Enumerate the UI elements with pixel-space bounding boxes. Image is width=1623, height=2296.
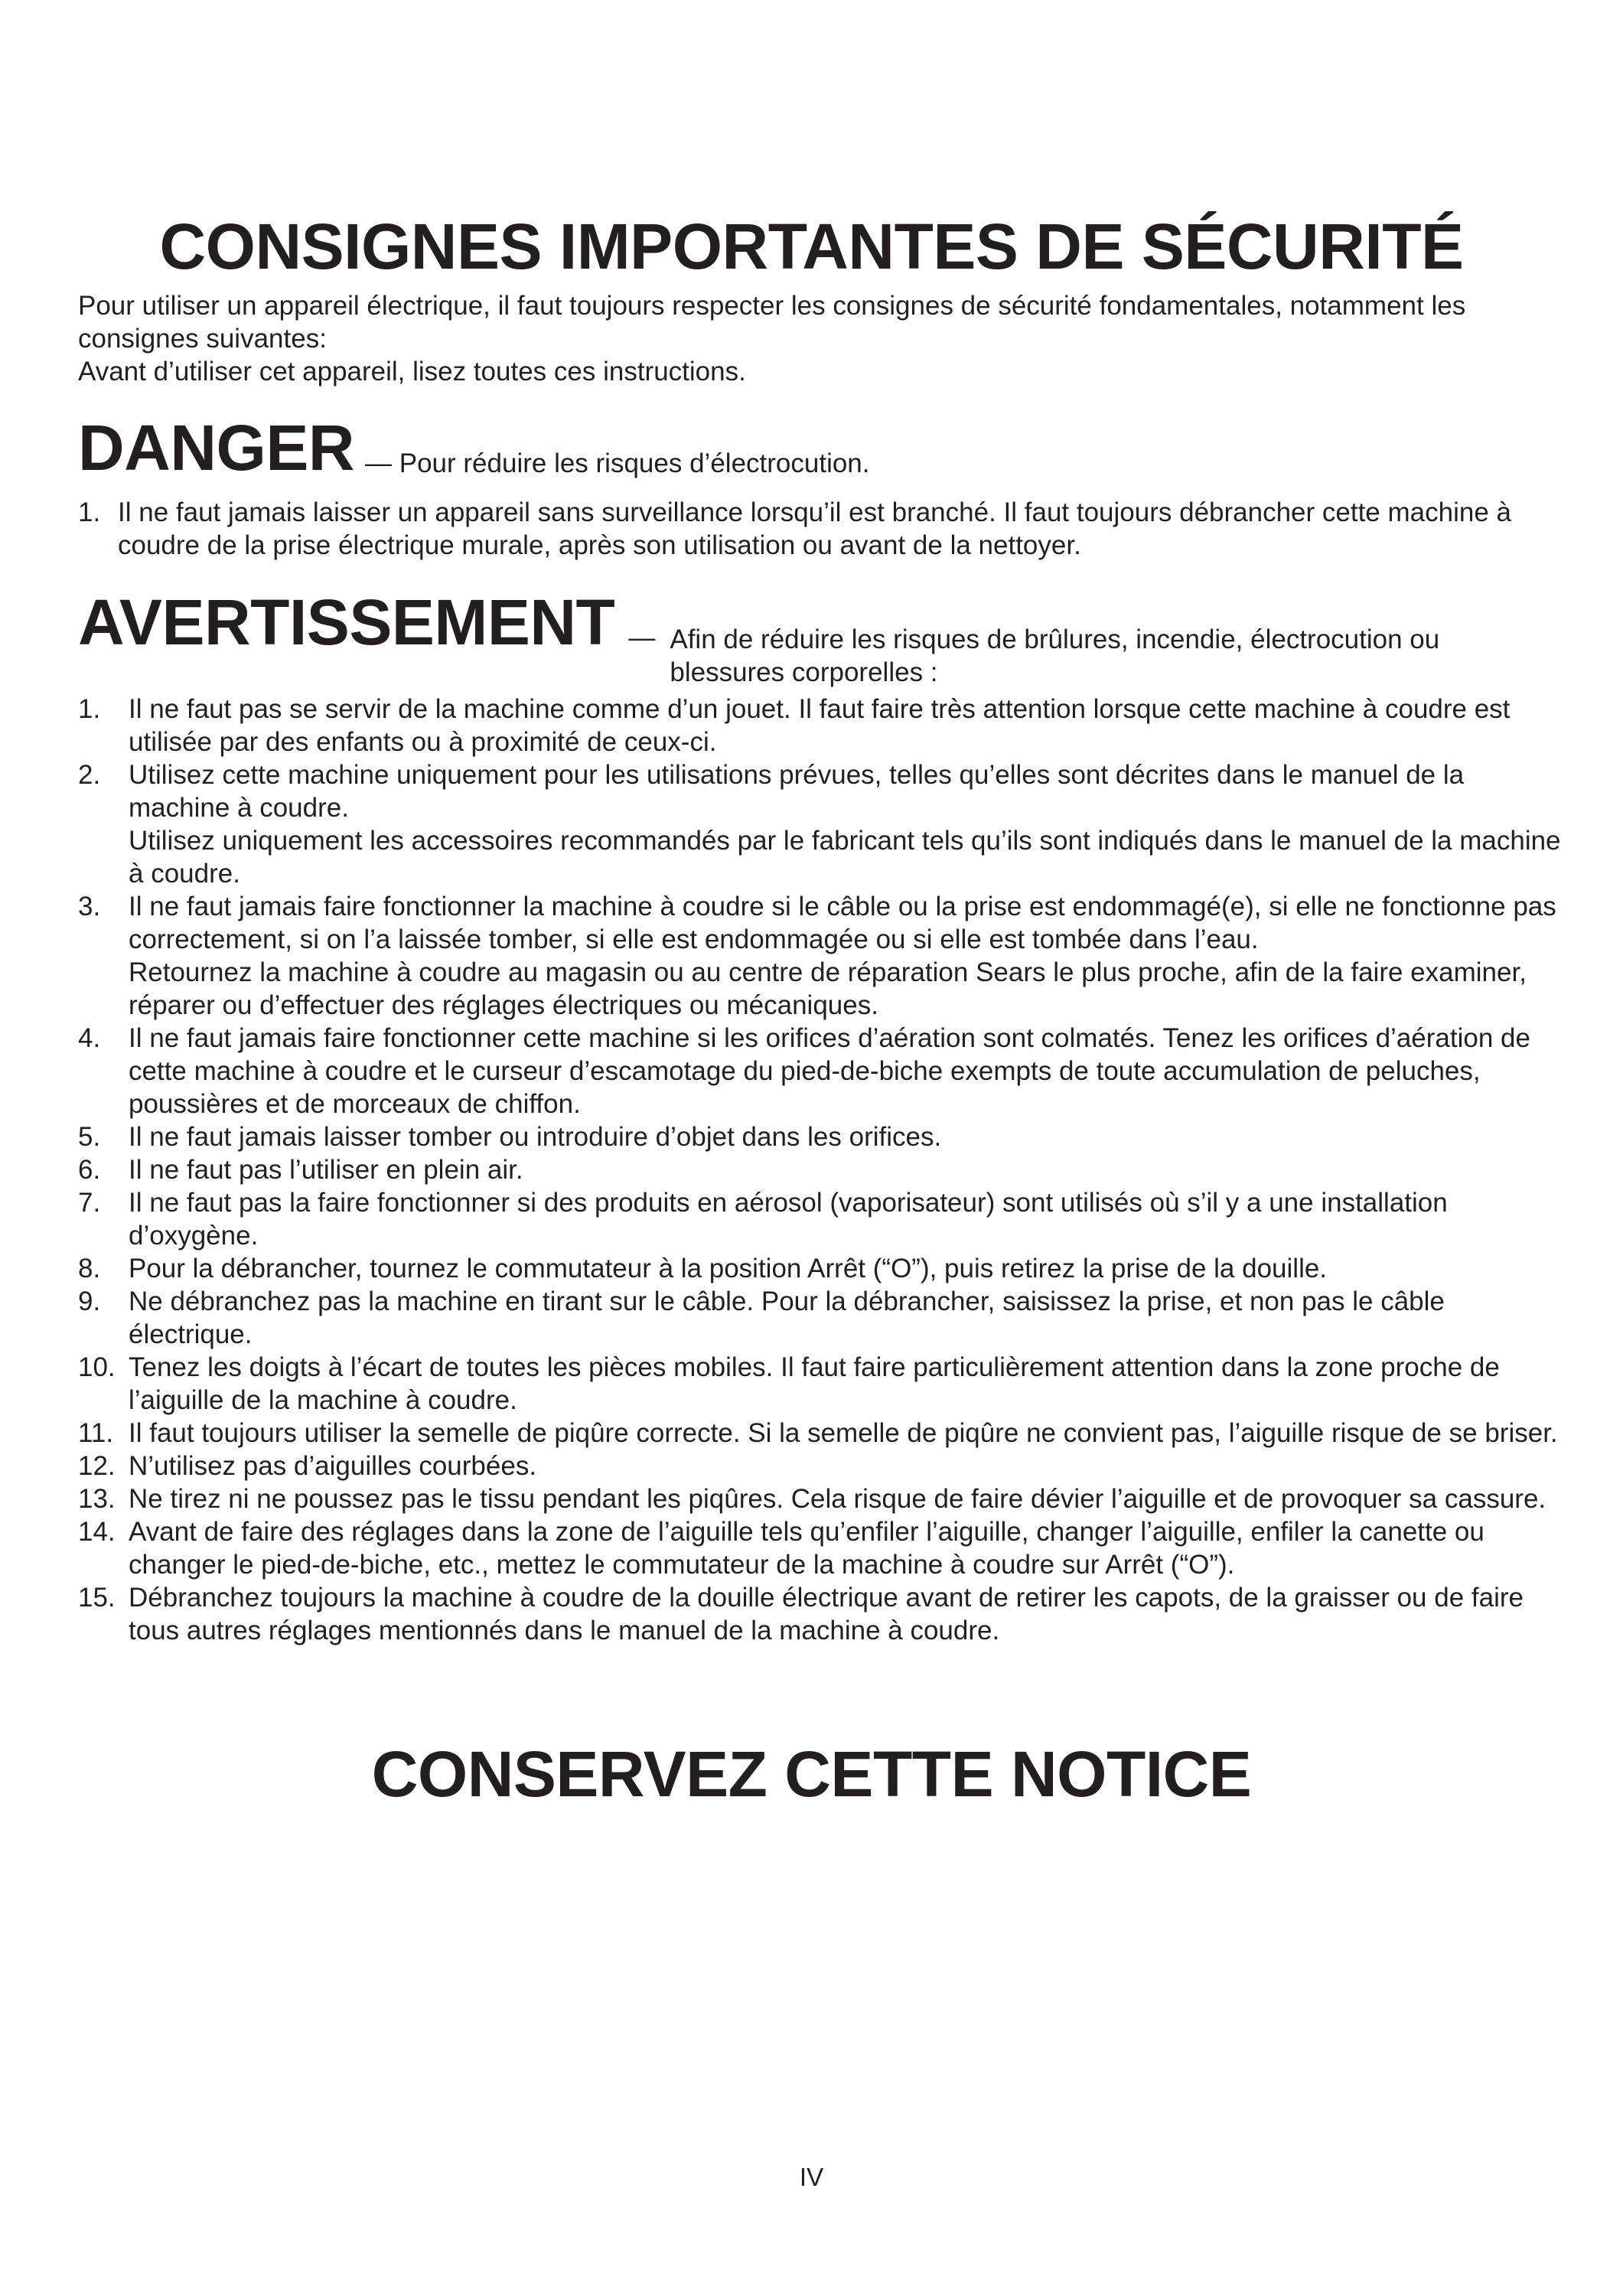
list-item-number: 14.	[78, 1517, 116, 1547]
list-item-text: Tenez les doigts à l’écart de toutes les pièces mobiles. Il faut faire particulièrement attention dans la zone proche de l’aiguille de la machine à coudre.	[129, 1352, 1500, 1415]
list-item	[78, 1120, 1563, 1153]
warning-list	[78, 693, 1563, 1647]
list-item	[78, 1351, 1563, 1417]
list-item	[78, 1252, 1563, 1285]
list-item	[78, 496, 1563, 562]
danger-subtitle: — Pour réduire les risques d’électrocution.	[365, 448, 870, 478]
intro-text	[78, 289, 1563, 388]
warning-dash: —	[628, 623, 656, 653]
intro-instruction: Avant d’utiliser cet appareil, lisez toutes ces instructions.	[78, 357, 746, 386]
list-item-text: Utilisez cette machine uniquement pour les utilisations prévues, telles qu’elles sont décrites dans le manuel de la machine à coudre.	[129, 760, 1465, 823]
list-item-text: Utilisez uniquement les accessoires recommandés par le fabricant tels qu’ils sont indiqués dans le manuel de la machine à coudre.	[129, 826, 1561, 889]
warning-heading-row	[78, 588, 1563, 689]
list-item-number: 7.	[78, 1188, 101, 1218]
list-item	[78, 1022, 1563, 1120]
list-item-number: 6.	[78, 1155, 101, 1185]
intro-paragraph: Pour utiliser un appareil électrique, il faut toujours respecter les consignes de sécurité fondamentales, notamment les consignes suivantes:	[78, 291, 1466, 354]
list-item-number: 11.	[78, 1418, 114, 1448]
list-item	[78, 1581, 1563, 1647]
list-item-text: Ne débranchez pas la machine en tirant sur le câble. Pour la débrancher, saisissez la prise, et non pas le câble électrique.	[129, 1287, 1445, 1349]
list-item-text: Pour la débrancher, tournez le commutateur à la position Arrêt (“O”), puis retirez la prise de la douille.	[129, 1254, 1328, 1283]
list-item	[78, 1285, 1563, 1351]
warning-subtitle: Afin de réduire les risques de brûlures, incendie, électrocution ou blessures corporelles :	[670, 625, 1440, 687]
list-item-text: Il ne faut jamais laisser un appareil sans surveillance lorsqu’il est branché. Il faut toujours débrancher cette machine à coudre de la prise électrique murale, après son utilisation ou avant de la nettoyer.	[118, 497, 1511, 560]
list-item	[78, 1153, 1563, 1186]
list-item	[78, 1186, 1563, 1252]
list-item-text: Avant de faire des réglages dans la zone de l’aiguille tels qu’enfiler l’aiguille, changer l’aiguille, enfiler la canette ou changer le pied-de-biche, etc., mettez le commutateur de la machine à coudre sur Arrêt (“O”).	[129, 1517, 1484, 1580]
list-item-text: Il ne faut pas l’utiliser en plein air.	[129, 1155, 523, 1185]
list-item-number: 12.	[78, 1451, 116, 1481]
danger-list	[78, 496, 1563, 562]
list-item-number: 1.	[78, 497, 101, 527]
warning-heading: AVERTISSEMENT	[78, 586, 615, 658]
list-item	[78, 1515, 1563, 1581]
list-item-number: 1.	[78, 694, 101, 724]
list-item-text: Il ne faut jamais faire fonctionner la machine à coudre si le câble ou la prise est endommagé(e), si elle ne fonctionne pas correctement, si on l’a laissée tomber, si elle est endommagée ou si elle est tombée dans l’eau.	[129, 892, 1556, 954]
list-item	[78, 1482, 1563, 1515]
page-number: IV	[799, 2163, 824, 2191]
list-item	[78, 693, 1563, 758]
list-item-text: Il faut toujours utiliser la semelle de piqûre correcte. Si la semelle de piqûre ne convient pas, l’aiguille risque de se briser.	[129, 1418, 1558, 1448]
list-item-number: 10.	[78, 1352, 116, 1382]
list-item-number: 3.	[78, 892, 101, 921]
page-title: CONSIGNES IMPORTANTES DE SÉCURITÉ	[159, 210, 1464, 282]
danger-heading-row	[78, 413, 1563, 482]
list-item-text: Retournez la machine à coudre au magasin ou au centre de réparation Sears le plus proche, afin de la faire examiner, réparer ou d’effectuer des réglages électriques ou mécaniques.	[129, 957, 1527, 1020]
list-item-text: Il ne faut jamais laisser tomber ou introduire d’objet dans les orifices.	[129, 1122, 942, 1152]
list-item-number: 13.	[78, 1484, 116, 1514]
list-item-text: Ne tirez ni ne poussez pas le tissu pendant les piqûres. Cela risque de faire dévier l’aiguille et de provoquer sa cassure.	[129, 1484, 1546, 1514]
list-item-text: Débranchez toujours la machine à coudre de la douille électrique avant de retirer les capots, de la graisser ou de faire tous autres réglages mentionnés dans le manuel de la machine à coudre.	[129, 1583, 1524, 1645]
list-item-text: Il ne faut pas la faire fonctionner si des produits en aérosol (vaporisateur) sont utilisés où s’il y a une installation d’oxygène.	[129, 1188, 1448, 1251]
list-item-number: 2.	[78, 760, 101, 790]
list-item-text: Il ne faut pas se servir de la machine comme d’un jouet. Il faut faire très attention lorsque cette machine à coudre est utilisée par des enfants ou à proximité de ceux-ci.	[129, 694, 1511, 757]
danger-heading: DANGER	[78, 412, 355, 484]
list-item-number: 4.	[78, 1023, 101, 1053]
list-item-text: N’utilisez pas d’aiguilles courbées.	[129, 1451, 537, 1481]
list-item	[78, 758, 1563, 890]
list-item-number: 5.	[78, 1122, 101, 1152]
list-item-text: Il ne faut jamais faire fonctionner cette machine si les orifices d’aération sont colmatés. Tenez les orifices d’aération de cette machine à coudre et le curseur d’escamotage du pied-de-biche exempts de toute accumulation de peluches, poussières et de morceaux de chiffon.	[129, 1023, 1530, 1119]
list-item	[78, 1417, 1563, 1450]
list-item-number: 8.	[78, 1254, 101, 1283]
list-item-number: 15.	[78, 1583, 116, 1613]
footer-title: CONSERVEZ CETTE NOTICE	[371, 1738, 1252, 1810]
list-item-number: 9.	[78, 1287, 101, 1316]
list-item	[78, 890, 1563, 1022]
list-item	[78, 1450, 1563, 1482]
